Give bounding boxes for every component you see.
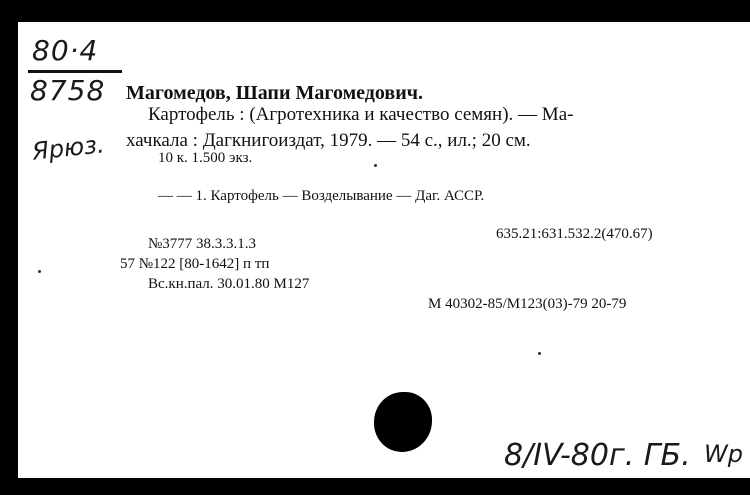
ink-blot (374, 392, 432, 452)
handwritten-date: 8/IV-80г. ГБ. (504, 438, 691, 473)
speck (38, 270, 41, 273)
author-heading: Магомедов, Шапи Магомедович. (126, 82, 424, 104)
shelfmark-line-2: 8758 (30, 74, 106, 107)
handwritten-note: Ярюз. (30, 130, 106, 166)
price-edition-line: 10 к. 1.500 экз. (158, 150, 253, 166)
book-chamber-line: Вс.кн.пал. 30.01.80 М127 (148, 276, 310, 292)
shelfmark-line-1: 80·4 (32, 34, 99, 67)
speck (538, 352, 541, 355)
catalog-code: М 40302-85/М123(03)-79 20-79 (428, 296, 627, 312)
speck (374, 164, 377, 167)
title-line-2: хачкала : Дагкнигоиздат, 1979. — 54 с., ил.; 20 см. (126, 130, 531, 151)
shelfmark-divider (28, 70, 122, 73)
classification-code: 635.21:631.532.2(470.67) (496, 226, 653, 242)
title-line-1: Картофель : (Агротехника и качество семян). — Ма- (148, 104, 574, 125)
order-line: 57 №122 [80-1642] п тп (120, 256, 270, 272)
handwritten-initials: Wp (704, 440, 743, 468)
number-line: №3777 38.3.3.1.3 (148, 236, 257, 252)
catalog-card (18, 22, 750, 478)
subjects-line: — — 1. Картофель — Возделывание — Даг. АССР. (158, 188, 485, 204)
